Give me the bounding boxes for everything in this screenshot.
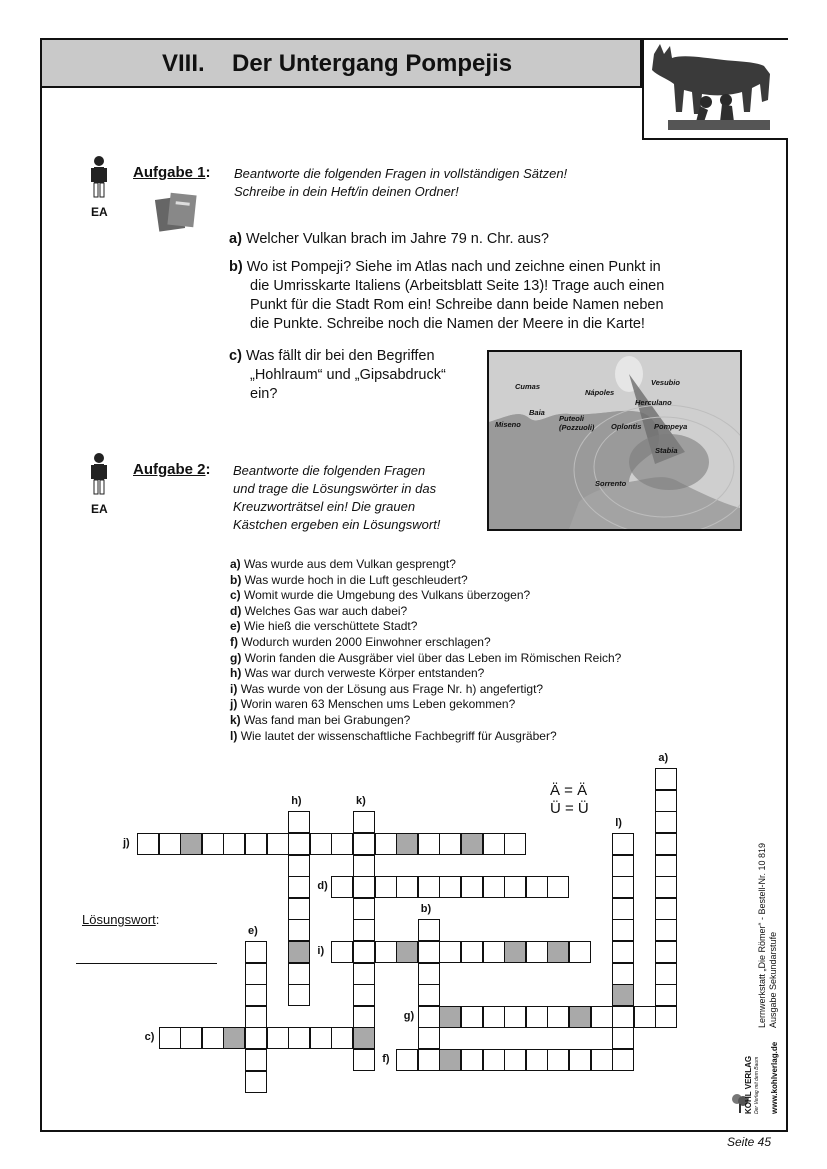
crossword-cell[interactable] [655,919,677,941]
crossword-clue-label: f) [382,1053,390,1065]
task2-instruction-line: Kästchen ergeben ein Lösungswort! [233,517,441,532]
crossword-cell[interactable] [418,941,440,963]
crossword-clue-label: h) [291,795,302,808]
map-label: Vesubio [651,378,680,387]
crossword-cell[interactable] [288,833,310,855]
crossword-cell[interactable] [375,876,397,898]
question-letter: b) [229,259,243,275]
crossword-cell[interactable] [591,1049,613,1071]
crossword-cell[interactable] [612,1006,634,1028]
task2-question-d [230,604,621,620]
title-bar [42,40,642,88]
map-label: Pompeya [654,422,688,431]
crossword-cell[interactable] [504,833,526,855]
crossword-cell[interactable] [159,833,181,855]
vesuvius-map [487,350,742,531]
question-text: Was wurde hoch in die Luft geschleudert? [244,572,468,587]
crossword-cell[interactable] [504,1006,526,1028]
crossword-clue-label: e) [248,925,258,937]
task2-instruction [233,462,440,534]
crossword-cell[interactable] [483,941,505,963]
question-letter: a) [229,231,242,247]
task2-question-g [230,651,621,667]
map-label: Puteoli [559,414,585,423]
crossword-cell[interactable] [612,941,634,963]
crossword-cell[interactable] [245,1071,267,1093]
crossword-clue-label: b) [420,903,432,916]
crossword-cell-shaded[interactable] [396,941,418,963]
question-letter: e) [230,619,241,634]
question-text: Was fand man bei Grabungen? [244,712,411,727]
crossword-cell[interactable] [418,984,440,1006]
crossword-cell[interactable] [526,941,548,963]
crossword-cell[interactable] [331,833,353,855]
task2-question-i [230,682,621,698]
crossword-cell[interactable] [288,1027,310,1049]
crossword-cell-shaded[interactable] [439,1006,461,1028]
crossword-clue-label: k) [356,795,366,808]
crossword-cell[interactable] [655,941,677,963]
crossword-cell[interactable] [461,941,483,963]
publisher-name: KOHL VERLAG [744,1055,753,1114]
crossword-cell[interactable] [310,1027,332,1049]
question-text: Punkt für die Stadt Rom ein! Schreibe dann beide Namen neben [250,297,664,313]
task1-instruction-line1: Beantworte die folgenden Fragen in vollständigen Sätzen! [234,166,568,181]
question-letter: a) [230,557,241,571]
crossword-cell[interactable] [418,919,440,941]
crossword-cell[interactable] [655,833,677,855]
student-figure-icon [88,452,110,503]
umlaut-hint-u: Ü = Ü [550,800,589,817]
crossword-cell[interactable] [655,811,677,833]
task2-question-h [230,666,621,682]
task2-question-e [230,619,621,635]
publisher-url[interactable]: www.kohlverlag.de [770,1041,779,1114]
crossword-cell[interactable] [353,941,375,963]
question-letter: d) [230,603,242,618]
crossword-cell[interactable] [569,1049,591,1071]
crossword-cell[interactable] [612,1027,634,1049]
notebook-icon [155,192,199,237]
map-label: Stabia [655,446,678,455]
task1-label: Aufgabe 1 [133,164,206,181]
chapter-number: VIII. [162,50,205,77]
map-label: Cumas [515,382,541,391]
task1-group-label: EA [91,205,108,219]
crossword-cell[interactable] [353,876,375,898]
crossword-clue-label: g) [403,1009,415,1022]
capitoline-wolf-image [642,40,788,140]
crossword-cell[interactable] [353,1006,375,1028]
crossword-cell[interactable] [288,855,310,877]
crossword-cell-shaded[interactable] [180,833,202,855]
question-letter: i) [230,681,238,696]
page-number: Seite 45 [727,1135,772,1149]
task2-question-f [230,635,621,651]
task2-instruction-line: Beantworte die folgenden Fragen [233,463,426,478]
map-label: Nápoles [585,388,615,397]
map-label: Sorrento [595,479,627,488]
crossword-cell[interactable] [288,811,310,833]
task2-label: Aufgabe 2 [133,461,206,478]
crossword-cell[interactable] [612,898,634,920]
question-letter: c) [230,588,241,603]
task1-colon: : [205,164,211,181]
question-letter: g) [230,650,242,665]
task2-group-label: EA [91,502,108,516]
task2-instruction-line: und trage die Lösungswörter in das [233,481,437,496]
question-text: Was fällt dir bei den Begriffen [245,348,435,364]
crossword-clue-label: j) [123,837,130,849]
crossword-cell-shaded[interactable] [569,1006,591,1028]
solution-word-label [82,912,159,927]
crossword-cell[interactable] [483,876,505,898]
crossword-cell[interactable] [331,1027,353,1049]
crossword-cell[interactable] [439,941,461,963]
map-label: Herculano [635,398,672,407]
question-letter: k) [230,712,241,727]
crossword-cell[interactable] [612,855,634,877]
crossword-cell[interactable] [353,898,375,920]
crossword-cell[interactable] [655,790,677,812]
crossword-cell[interactable] [288,898,310,920]
task1-heading [133,164,211,182]
question-text: Womit wurde die Umgebung des Vulkans überzogen? [244,588,531,603]
question-letter: c) [229,348,242,364]
crossword-cell[interactable] [504,876,526,898]
crossword-cell[interactable] [418,963,440,985]
crossword-cell[interactable] [375,941,397,963]
crossword-cell[interactable] [655,963,677,985]
publisher-slogan: Der Verlag mit dem Baum [754,1056,760,1114]
crossword-cell[interactable] [461,1006,483,1028]
crossword-clue-label: i) [317,945,325,957]
question-text: die Umrisskarte Italiens (Arbeitsblatt Seite 13)! Trage auch einen [250,278,665,294]
crossword-cell[interactable] [245,1006,267,1028]
crossword-cell[interactable] [526,1049,548,1071]
edition-info: Ausgabe Sekundarstufe [768,931,778,1028]
map-label: Oplontis [611,422,642,431]
question-text: Was wurde aus dem Vulkan gesprengt? [244,557,456,571]
crossword-cell[interactable] [612,1049,634,1071]
crossword-cell[interactable] [245,941,267,963]
question-text: Welches Gas war auch dabei? [244,603,408,618]
crossword-cell-shaded[interactable] [504,941,526,963]
crossword-cell[interactable] [245,984,267,1006]
question-text: Was war durch verweste Körper entstanden? [244,666,485,681]
crossword-cell[interactable] [612,963,634,985]
question-text: Wodurch wurden 2000 Einwohner erschlagen? [241,634,491,649]
crossword-cell[interactable] [288,876,310,898]
crossword-cell[interactable] [245,1049,267,1071]
crossword-cell-shaded[interactable] [612,984,634,1006]
crossword-cell[interactable] [396,876,418,898]
task2-question-c [230,588,621,604]
crossword-cell[interactable] [418,833,440,855]
crossword-cell[interactable] [461,876,483,898]
crossword-cell[interactable] [288,963,310,985]
task2-question-l [230,729,621,745]
crossword-cell[interactable] [267,833,289,855]
question-letter: h) [230,666,242,681]
task2-question-j [230,697,621,713]
crossword-cell[interactable] [591,1006,613,1028]
solution-label-text: Lösungswort [82,912,156,927]
crossword-cell[interactable] [526,876,548,898]
crossword-cell[interactable] [504,1049,526,1071]
crossword-cell[interactable] [353,833,375,855]
question-letter: f) [230,634,238,649]
page-title: Der Untergang Pompejis [232,50,513,77]
crossword-cell[interactable] [439,876,461,898]
map-label: (Pozzuoli) [559,423,595,432]
crossword-cell[interactable] [288,919,310,941]
umlaut-hint-a: Ä = Ä [550,782,588,799]
crossword-cell[interactable] [353,811,375,833]
crossword-cell[interactable] [396,1049,418,1071]
task2-heading [133,461,211,479]
crossword-cell[interactable] [612,833,634,855]
task2-question-b [230,573,621,589]
crossword-cell[interactable] [547,1006,569,1028]
crossword-cell[interactable] [439,833,461,855]
crossword-clue-label: d) [317,880,328,893]
question-text: Wie lautet der wissenschaftliche Fachbegriff für Ausgräber? [240,728,557,743]
crossword-cell[interactable] [223,833,245,855]
crossword-cell[interactable] [288,984,310,1006]
task2-colon: : [205,461,211,478]
series-info: Lernwerkstatt „Die Römer“ - Bestell-Nr. 10 819 [757,842,767,1028]
crossword-cell[interactable] [483,1049,505,1071]
crossword-cell[interactable] [526,1006,548,1028]
crossword-cell[interactable] [655,768,677,790]
crossword-cell[interactable] [331,876,353,898]
crossword-clue-label: c) [144,1031,155,1044]
map-label: Miseno [495,420,521,429]
question-text: Worin waren 63 Menschen ums Leben gekommen? [240,697,516,712]
wolf-illustration [644,40,786,136]
question-letter: b) [230,572,242,587]
task1-question-a [229,230,549,249]
crossword-cell[interactable] [634,1006,656,1028]
task2-question-a [230,557,621,573]
map-label: Baia [529,408,545,417]
task1-question-c [229,347,446,404]
crossword-cell[interactable] [267,1027,289,1049]
crossword-clue-label: l) [615,817,622,829]
crossword-cell[interactable] [159,1027,181,1049]
crossword-cell[interactable] [612,876,634,898]
crossword-cell[interactable] [375,833,397,855]
crossword-cell[interactable] [418,1027,440,1049]
question-text: die Punkte. Schreibe noch die Namen der Meere in die Karte! [250,316,645,332]
solution-word-line[interactable] [76,963,217,964]
crossword-cell[interactable] [202,1027,224,1049]
crossword-cell[interactable] [353,855,375,877]
task1-instruction-line2: Schreibe in dein Heft/in deinen Ordner! [234,184,459,199]
crossword-cell[interactable] [655,855,677,877]
crossword-cell[interactable] [180,1027,202,1049]
crossword-cell[interactable] [418,1006,440,1028]
crossword-cell-shaded[interactable] [461,833,483,855]
crossword-cell-shaded[interactable] [353,1027,375,1049]
crossword-cell[interactable] [137,833,159,855]
crossword-cell[interactable] [310,833,332,855]
task1-question-b [229,258,729,334]
crossword-cell[interactable] [483,1006,505,1028]
task2-question-list [230,557,621,744]
crossword-cell[interactable] [483,833,505,855]
crossword-cell[interactable] [655,876,677,898]
crossword-cell[interactable] [202,833,224,855]
crossword-cell[interactable] [245,1027,267,1049]
crossword-clue-label: a) [658,752,669,765]
question-letter: j) [230,697,238,712]
crossword-cell[interactable] [655,1006,677,1028]
crossword-cell-shaded[interactable] [396,833,418,855]
crossword-cell-shaded[interactable] [439,1049,461,1071]
crossword-cell[interactable] [655,984,677,1006]
question-letter: l) [230,728,238,743]
crossword-cell[interactable] [245,833,267,855]
crossword-cell[interactable] [418,876,440,898]
question-text: Wie hieß die verschüttete Stadt? [244,619,418,634]
student-figure-icon [88,155,110,206]
crossword-cell[interactable] [655,898,677,920]
question-text: ein? [250,386,278,402]
crossword-cell[interactable] [353,963,375,985]
crossword-cell[interactable] [461,1049,483,1071]
question-text: Was wurde von der Lösung aus Frage Nr. h) angefertigt? [240,681,544,696]
crossword-cell[interactable] [353,984,375,1006]
solution-label-colon: : [155,912,160,927]
question-text: Welcher Vulkan brach im Jahre 79 n. Chr. aus? [245,231,549,247]
crossword-cell[interactable] [353,1049,375,1071]
crossword-cell[interactable] [418,1049,440,1071]
task1-instruction [234,165,567,201]
question-text: Worin fanden die Ausgräber viel über das Leben im Römischen Reich? [244,650,622,665]
task2-question-k [230,713,621,729]
crossword-cell[interactable] [547,1049,569,1071]
task2-instruction-line: Kreuzworträtsel ein! Die grauen [233,499,416,514]
crossword-cell-shaded[interactable] [223,1027,245,1049]
crossword-cell[interactable] [245,963,267,985]
crossword-cell-shaded[interactable] [288,941,310,963]
crossword-cell[interactable] [353,919,375,941]
crossword-cell[interactable] [569,941,591,963]
crossword-cell[interactable] [612,919,634,941]
question-text: „Hohlraum“ und „Gipsabdruck“ [250,367,446,383]
crossword-cell[interactable] [547,876,569,898]
crossword-cell[interactable] [331,941,353,963]
question-text: Wo ist Pompeji? Siehe im Atlas nach und zeichne einen Punkt in [246,259,661,275]
crossword-cell-shaded[interactable] [547,941,569,963]
